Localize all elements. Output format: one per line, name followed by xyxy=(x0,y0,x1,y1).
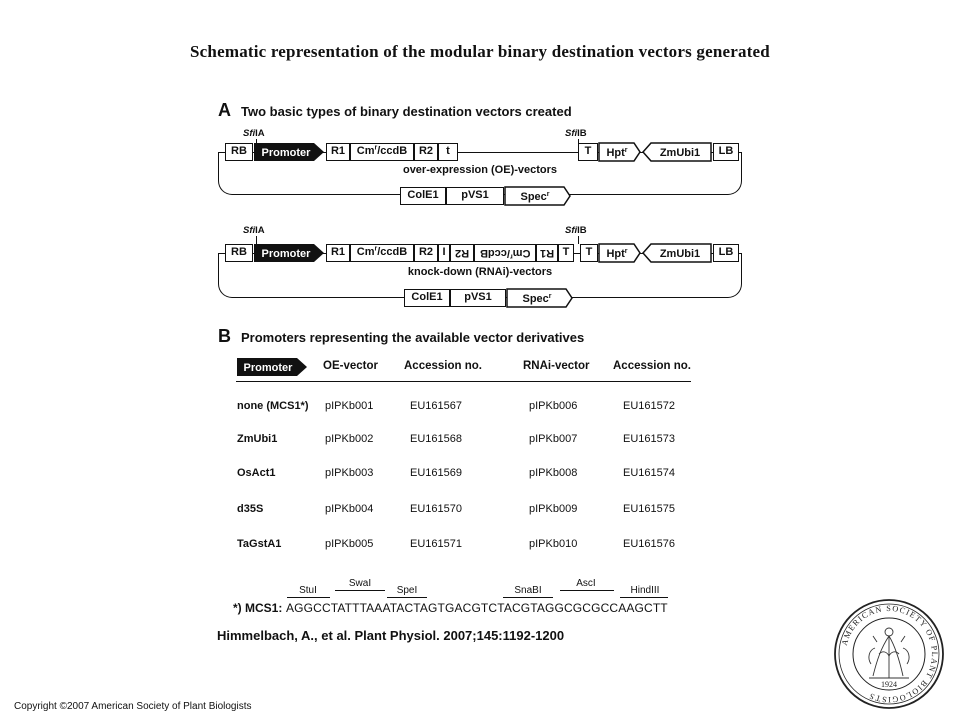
rnai-sfiib-label: SfiIB xyxy=(565,225,587,236)
panel-a-letter: A xyxy=(218,100,231,120)
rnai-r2-inverted-box: R2 xyxy=(450,244,474,262)
rnai-sfiia-label: SfiIA xyxy=(243,225,265,236)
copyright-notice: Copyright ©2007 American Society of Plant Biologists xyxy=(14,701,252,712)
oe-rb-box: RB xyxy=(225,143,253,161)
rnai-terminator-box: T xyxy=(580,244,598,262)
panel-a-heading: Two basic types of binary destination vectors created xyxy=(241,104,572,119)
svg-text:Hptr: Hpt$^r$ xyxy=(606,248,628,260)
rnai-caption: knock-down (RNAi)-vectors xyxy=(407,266,553,278)
rnai-pvs1-box: pVS1 xyxy=(450,289,506,307)
oe-lb-box: LB xyxy=(713,143,739,161)
oe-r1-box: R1 xyxy=(326,143,350,161)
rnai-cmr-ccdb-box: Cm$^r$/ccdB xyxy=(350,244,414,262)
table-row-rnai-vector: pIPKb006 xyxy=(529,400,578,412)
oe-terminator-box: T xyxy=(578,143,598,161)
mcs1-sequence: AGGCCTATTTAAATACTAGTGACGTCTACGTAGGCGCGCCAAGCTT xyxy=(286,601,668,615)
table-row-oe-vector: pIPKb001 xyxy=(325,400,374,412)
rnai-r2-box: R2 xyxy=(414,244,438,262)
rnai-cmr-ccdb-inverted-box: Cm$^r$/ccdB xyxy=(474,244,536,262)
table-header-rnai-vector: RNAi-vector xyxy=(523,360,590,372)
rnai-rb-box: RB xyxy=(225,244,253,262)
enzyme-swai-label: SwaI xyxy=(348,578,372,589)
enzyme-spei-bar xyxy=(387,597,427,598)
table-row-rnai-accession: EU161576 xyxy=(623,538,675,550)
table-row-rnai-accession: EU161575 xyxy=(623,503,675,515)
table-row-oe-vector: pIPKb002 xyxy=(325,433,374,445)
svg-text:Hptr: Hpt$^r$ xyxy=(606,147,628,159)
rnai-t-box: T xyxy=(558,244,574,262)
oe-t-box: t xyxy=(438,143,458,161)
table-row-oe-accession: EU161571 xyxy=(410,538,462,550)
svg-text:Specr: Spec$^r$ xyxy=(520,191,550,203)
panel-b-letter: B xyxy=(218,326,231,346)
page-title: Schematic representation of the modular binary destination vectors generated xyxy=(190,42,770,61)
table-row-rnai-vector: pIPKb009 xyxy=(529,503,578,515)
table-row-oe-vector: pIPKb004 xyxy=(325,503,374,515)
enzyme-hindiii-bar xyxy=(620,597,668,598)
rnai-intron-box: I xyxy=(438,244,450,262)
rnai-lb-box: LB xyxy=(713,244,739,262)
table-header-accession-rnai: Accession no. xyxy=(613,360,691,372)
table-row-oe-accession: EU161567 xyxy=(410,400,462,412)
seal-year: 1924 xyxy=(881,680,897,689)
aspb-seal-logo xyxy=(833,598,945,710)
table-header-accession-oe: Accession no. xyxy=(404,360,482,372)
table-row-promoter: OsAct1 xyxy=(237,467,276,479)
table-header-promoter-arrow xyxy=(237,357,309,377)
oe-spec-arrow xyxy=(504,186,572,206)
table-row-promoter: none (MCS1*) xyxy=(237,400,309,412)
table-row-oe-accession: EU161569 xyxy=(410,467,462,479)
table-row-rnai-accession: EU161572 xyxy=(623,400,675,412)
table-row-oe-accession: EU161570 xyxy=(410,503,462,515)
enzyme-stui-label: StuI xyxy=(299,585,317,596)
table-row-rnai-vector: pIPKb007 xyxy=(529,433,578,445)
table-header-oe-vector: OE-vector xyxy=(323,360,378,372)
panel-b-heading: Promoters representing the available vector derivatives xyxy=(241,330,585,345)
oe-cmr-ccdb-box: Cm$^r$/ccdB xyxy=(350,143,414,161)
svg-text:Promoter: Promoter xyxy=(243,362,293,374)
rnai-r1-inverted-box: R1 xyxy=(536,244,558,262)
table-row-oe-accession: EU161568 xyxy=(410,433,462,445)
mcs1-label: *) MCS1: xyxy=(233,601,283,615)
enzyme-hindiii-label: HindIII xyxy=(630,585,660,596)
table-row-rnai-accession: EU161574 xyxy=(623,467,675,479)
table-row-oe-vector: pIPKb003 xyxy=(325,467,374,479)
svg-text:AMERICAN SOCIETY OF PLANT BIOL: AMERICAN SOCIETY OF PLANT BIOLOGISTS xyxy=(839,603,940,705)
enzyme-stui-bar xyxy=(287,597,330,598)
table-row-promoter: d35S xyxy=(237,503,264,515)
oe-promoter-label: Promoter xyxy=(261,147,311,159)
table-row-rnai-vector: pIPKb008 xyxy=(529,467,578,479)
enzyme-snabi-bar xyxy=(503,597,553,598)
enzyme-spei-label: SpeI xyxy=(396,585,418,596)
enzyme-snabi-label: SnaBI xyxy=(514,585,542,596)
citation: Himmelbach, A., et al. Plant Physiol. 2007;145:1192-1200 xyxy=(217,628,565,643)
rnai-promoter-label: Promoter xyxy=(261,248,311,260)
table-row-rnai-accession: EU161573 xyxy=(623,433,675,445)
oe-sfiib-label: SfiIB xyxy=(565,128,587,139)
table-row-promoter: TaGstA1 xyxy=(237,538,282,550)
oe-caption: over-expression (OE)-vectors xyxy=(402,164,558,176)
svg-text:Specr: Spec$^r$ xyxy=(522,293,552,305)
oe-sfiia-label: SfiIA xyxy=(243,128,265,139)
table-row-rnai-vector: pIPKb010 xyxy=(529,538,578,550)
rnai-r1-box: R1 xyxy=(326,244,350,262)
rnai-cole1-box: ColE1 xyxy=(404,289,450,307)
oe-r2-box: R2 xyxy=(414,143,438,161)
table-row-promoter: ZmUbi1 xyxy=(237,433,278,445)
oe-cole1-box: ColE1 xyxy=(400,187,446,205)
table-row-oe-vector: pIPKb005 xyxy=(325,538,374,550)
enzyme-asci-bar xyxy=(560,590,614,591)
oe-pvs1-box: pVS1 xyxy=(446,187,504,205)
rnai-sfiib-tick xyxy=(578,236,579,244)
svg-text:ZmUbi1: ZmUbi1 xyxy=(659,248,701,260)
table-header-rule xyxy=(236,381,691,382)
rnai-spec-arrow xyxy=(506,288,574,308)
enzyme-asci-label: AscI xyxy=(576,578,596,589)
enzyme-swai-bar xyxy=(335,590,385,591)
svg-text:ZmUbi1: ZmUbi1 xyxy=(659,147,701,159)
